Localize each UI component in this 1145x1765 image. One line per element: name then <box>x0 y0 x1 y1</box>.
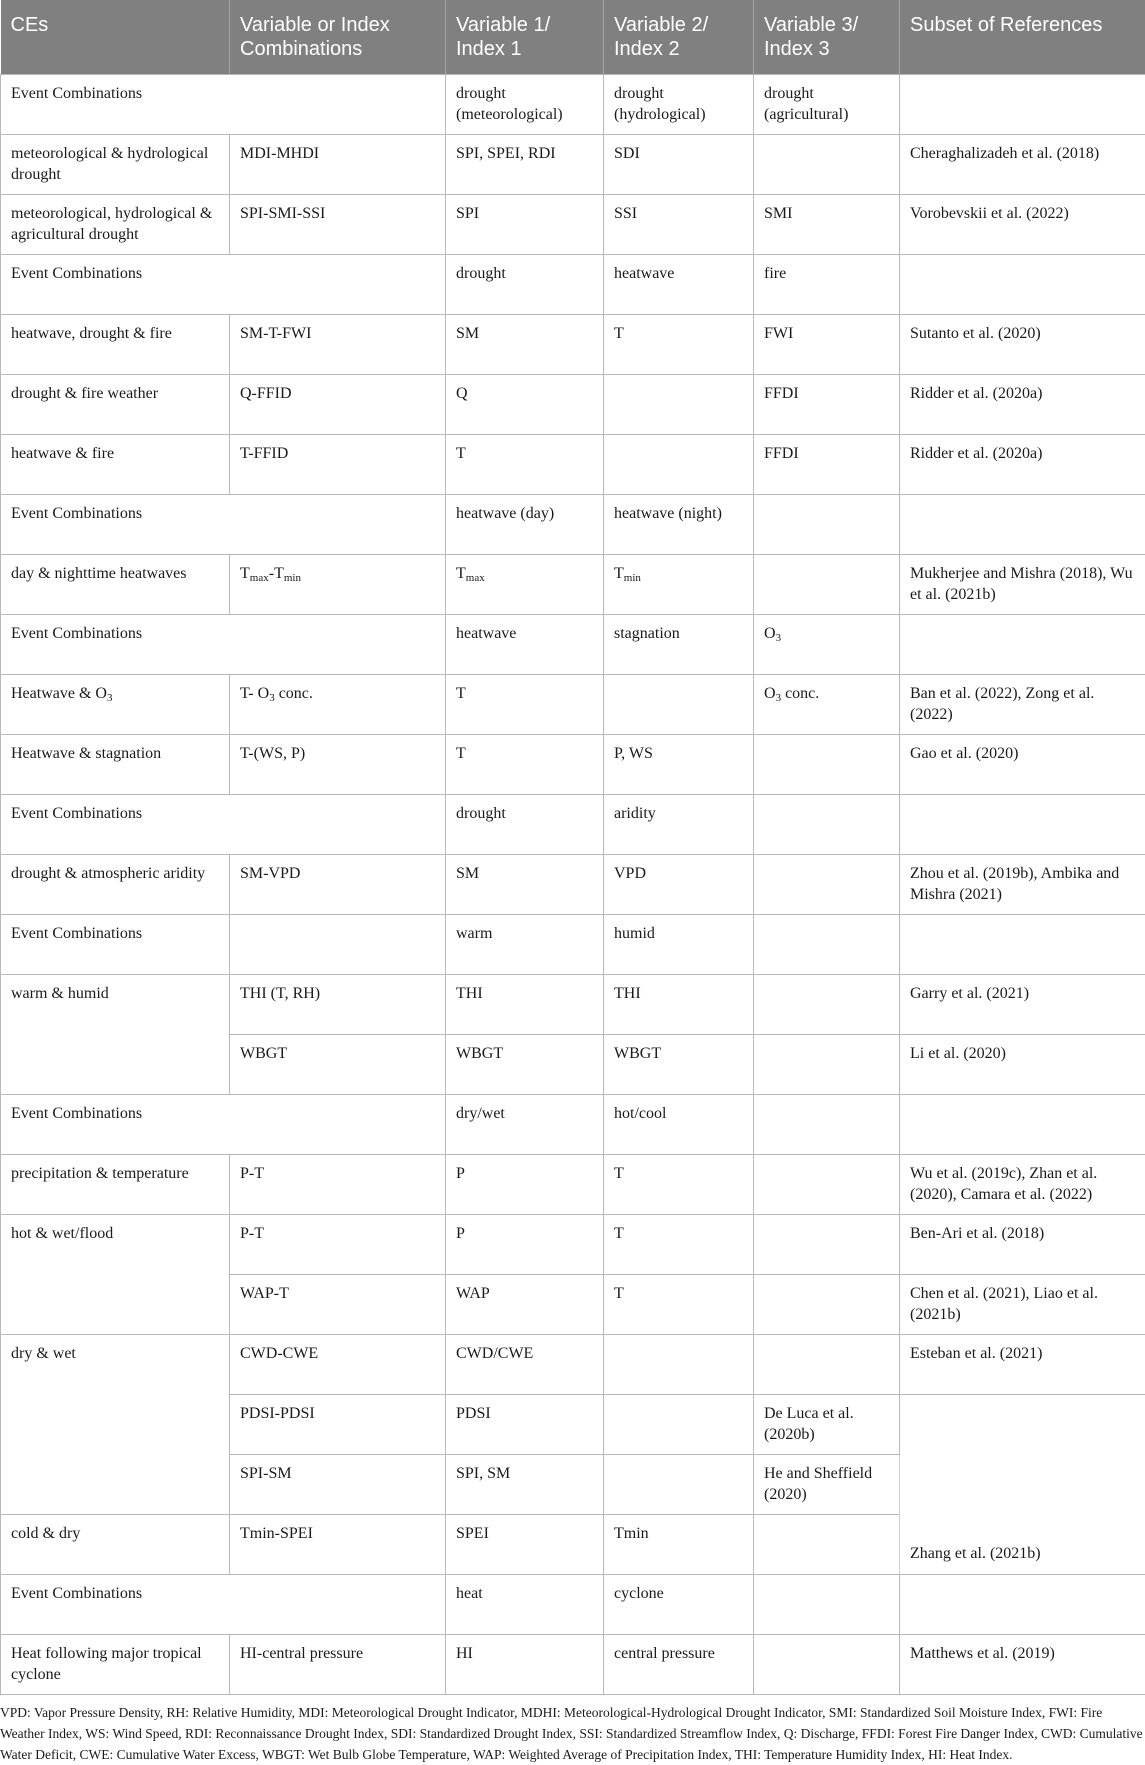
cell-v1: heatwave (day) <box>446 495 604 555</box>
cell-v2: T <box>604 1275 754 1335</box>
event-combinations-row <box>1 495 1145 555</box>
table-row <box>1 975 1145 1035</box>
cell-v1: SPI, SPEI, RDI <box>446 135 604 195</box>
cell-ref <box>900 615 1145 675</box>
cell-ref: Chen et al. (2021), Liao et al. (2021b) <box>900 1275 1145 1335</box>
cell-ref <box>900 1095 1145 1155</box>
cell-combo: P-T <box>230 1155 446 1215</box>
cell-v1: dry/wet <box>446 1095 604 1155</box>
header-variable-1: Variable 1/ Index 1 <box>446 0 604 75</box>
cell-v3 <box>754 1035 900 1095</box>
cell-ce: heatwave, drought & fire <box>1 315 230 375</box>
cell-v3: drought (agricultural) <box>754 75 900 135</box>
cell-ref: Ridder et al. (2020a) <box>900 375 1145 435</box>
cell-v2: stagnation <box>604 615 754 675</box>
cell-v1: T <box>446 435 604 495</box>
cell-v3 <box>754 975 900 1035</box>
cell-v2: hot/cool <box>604 1095 754 1155</box>
cell-v3 <box>754 1275 900 1335</box>
cell-v3 <box>754 915 900 975</box>
group-label: Event Combinations <box>1 1575 446 1635</box>
cell-v1: P <box>446 1155 604 1215</box>
cell-combo: T-(WS, P) <box>230 735 446 795</box>
cell-ce: drought & fire weather <box>1 375 230 435</box>
event-combinations-row <box>1 795 1145 855</box>
cell-v3: FFDI <box>754 435 900 495</box>
cell-ref: Li et al. (2020) <box>900 1035 1145 1095</box>
cell-ref: Wu et al. (2019c), Zhan et al. (2020), Camara et al. (2022) <box>900 1155 1145 1215</box>
table-row <box>1 315 1145 375</box>
cell-v1: SPEI <box>446 1515 604 1575</box>
cell-v2 <box>604 1395 754 1455</box>
cell-v3 <box>754 1155 900 1215</box>
table-row <box>1 855 1145 915</box>
cell-combo: Q-FFID <box>230 375 446 435</box>
cell-ref: Ban et al. (2022), Zong et al. (2022) <box>900 675 1145 735</box>
cell-combo: WBGT <box>230 1035 446 1095</box>
cell-ref: Garry et al. (2021) <box>900 975 1145 1035</box>
header-combinations: Variable or Index Combinations <box>230 0 446 75</box>
cell-ce: Heatwave & $O_3$ <box>1 675 230 735</box>
cell-combo: HI-central pressure <box>230 1635 446 1695</box>
cell-ref <box>900 795 1145 855</box>
cell-v1: WAP <box>446 1275 604 1335</box>
cell-v1: heatwave <box>446 615 604 675</box>
cell-v3 <box>754 1575 900 1635</box>
cell-v3 <box>754 1335 900 1395</box>
cell-v2 <box>604 375 754 435</box>
cell-v3 <box>754 1635 900 1695</box>
table-header <box>1 0 1145 75</box>
table-row <box>1 435 1145 495</box>
cell-v2: Tmin <box>604 1515 754 1575</box>
table-row <box>1 375 1145 435</box>
group-label: Event Combinations <box>1 1095 446 1155</box>
cell-v1: CWD/CWE <box>446 1335 604 1395</box>
cell-v2: $T_{min}$ <box>604 555 754 615</box>
cell-ce: drought & atmospheric aridity <box>1 855 230 915</box>
cell-v2 <box>604 435 754 495</box>
cell-v3 <box>754 495 900 555</box>
cell-combo: SM-T-FWI <box>230 315 446 375</box>
cell-v1: $T_{max}$ <box>446 555 604 615</box>
cell-combo: THI (T, RH) <box>230 975 446 1035</box>
cell-combo: P-T <box>230 1215 446 1275</box>
cell-v2: humid <box>604 915 754 975</box>
cell-ref <box>900 1575 1145 1635</box>
cell-v3 <box>754 1095 900 1155</box>
group-label: Event Combinations <box>1 75 446 135</box>
header-variable-3: Variable 3/ Index 3 <box>754 0 900 75</box>
cell-combo: SPI-SMI-SSI <box>230 195 446 255</box>
cell-ref: Ben-Ari et al. (2018) <box>900 1215 1145 1275</box>
cell-v1: SPI, SM <box>446 1455 604 1515</box>
cell-v2: THI <box>604 975 754 1035</box>
cell-v3 <box>754 555 900 615</box>
event-combinations-row <box>1 255 1145 315</box>
cell-v2 <box>604 675 754 735</box>
cell-v1: SM <box>446 315 604 375</box>
cell-v2 <box>604 1335 754 1395</box>
cell-v1: drought (meteorological) <box>446 75 604 135</box>
cell-ref: Mukherjee and Mishra (2018), Wu et al. (2021b) <box>900 555 1145 615</box>
cell-v3: $O_3$ <box>754 615 900 675</box>
cell-ce: dry & wet <box>1 1335 230 1515</box>
cell-ref <box>900 915 1145 975</box>
group-label: Event Combinations <box>1 255 446 315</box>
cell-v2: aridity <box>604 795 754 855</box>
cell-combo: $T_{max}-T_{min}$ <box>230 555 446 615</box>
cell-v3 <box>754 135 900 195</box>
cell-v2: cyclone <box>604 1575 754 1635</box>
cell-v3: SMI <box>754 195 900 255</box>
table-row <box>1 195 1145 255</box>
event-combinations-row <box>1 1095 1145 1155</box>
cell-v2: VPD <box>604 855 754 915</box>
cell-ce: day & nighttime heatwaves <box>1 555 230 615</box>
cell-ref: Cheraghalizadeh et al. (2018) <box>900 135 1145 195</box>
header-references: Subset of References <box>900 0 1145 75</box>
cell-combo: T- $O_3$ conc. <box>230 675 446 735</box>
cell-ref: Gao et al. (2020) <box>900 735 1145 795</box>
header-variable-2: Variable 2/ Index 2 <box>604 0 754 75</box>
cell-v3: He and Sheffield (2020) <box>754 1455 900 1515</box>
event-combinations-row <box>1 1575 1145 1635</box>
cell-v2: drought (hydrological) <box>604 75 754 135</box>
cell-combo: CWD-CWE <box>230 1335 446 1395</box>
cell-v1: Q <box>446 375 604 435</box>
cell-v2: SSI <box>604 195 754 255</box>
cell-ref: Matthews et al. (2019) <box>900 1635 1145 1695</box>
cell-combo: SM-VPD <box>230 855 446 915</box>
cell-ce: Heat following major tropical cyclone <box>1 1635 230 1695</box>
cell-ce: cold & dry <box>1 1515 230 1575</box>
cell-ref <box>900 495 1145 555</box>
table-row <box>1 675 1145 735</box>
cell-v1: PDSI <box>446 1395 604 1455</box>
cell-ref: Esteban et al. (2021) <box>900 1335 1145 1395</box>
cell-v3 <box>754 735 900 795</box>
cell-v1: heat <box>446 1575 604 1635</box>
cell-ce: Heatwave & stagnation <box>1 735 230 795</box>
cell-v1: warm <box>446 915 604 975</box>
cell-v2: T <box>604 315 754 375</box>
cell-ce: warm & humid <box>1 975 230 1095</box>
cell-v2 <box>604 1455 754 1515</box>
cell-v2: T <box>604 1215 754 1275</box>
cell-v2: P, WS <box>604 735 754 795</box>
cell-ce: hot & wet/flood <box>1 1215 230 1335</box>
cell-v1: WBGT <box>446 1035 604 1095</box>
cell-v3: $O_3$ conc. <box>754 675 900 735</box>
cell-combo: SPI-SM <box>230 1455 446 1515</box>
cell-v2: T <box>604 1155 754 1215</box>
cell-ref: Zhou et al. (2019b), Ambika and Mishra (2021) <box>900 855 1145 915</box>
cell-v1: THI <box>446 975 604 1035</box>
event-combinations-row <box>1 915 1145 975</box>
cell-v2: heatwave (night) <box>604 495 754 555</box>
cell-v2: central pressure <box>604 1635 754 1695</box>
cell-combo: Tmin-SPEI <box>230 1515 446 1575</box>
table-row <box>1 1155 1145 1215</box>
cell-v3: FFDI <box>754 375 900 435</box>
cell-v1: T <box>446 735 604 795</box>
cell-ref <box>900 75 1145 135</box>
cell-v1: drought <box>446 255 604 315</box>
cell-ce: meteorological, hydrological & agricultural drought <box>1 195 230 255</box>
cell-v3 <box>754 1215 900 1275</box>
event-combinations-row <box>1 615 1145 675</box>
cell-combo <box>230 915 446 975</box>
cell-v2: WBGT <box>604 1035 754 1095</box>
table-row <box>1 1635 1145 1695</box>
cell-v2: SDI <box>604 135 754 195</box>
table-row <box>1 1215 1145 1275</box>
group-label: Event Combinations <box>1 915 230 975</box>
group-label: Event Combinations <box>1 795 446 855</box>
table-footnote: VPD: Vapor Pressure Density, RH: Relative Humidity, MDI: Meteorological Drought Indicator, MDHI: Meteorological-Hydrological Drought Indicator, SMI: Standardized Soil Moisture Index, FWI: Fire Weather Index, WS: Wind Speed, RDI: Reconnaissance Drought Index, SDI: Standardized Drought Index, SSI: Standardized Streamflow Index, Q: Discharge, FFDI: Forest Fire Danger Index, CWD: Cumulative Water Deficit, CWE: Cumulative Water Excess, WBGT: Wet Bulb Globe Temperature, WAP: Weighted Average of Precipitation Index, THI: Temperature Humidity Index, HI: Heat Index. <box>0 1695 1145 1765</box>
cell-ce: precipitation & temperature <box>1 1155 230 1215</box>
cell-v2: heatwave <box>604 255 754 315</box>
cell-ref: Vorobevskii et al. (2022) <box>900 195 1145 255</box>
cell-v1: P <box>446 1215 604 1275</box>
cell-ref: Ridder et al. (2020a) <box>900 435 1145 495</box>
cell-v1: drought <box>446 795 604 855</box>
cell-combo: T-FFID <box>230 435 446 495</box>
cell-v1: SPI <box>446 195 604 255</box>
cell-v3 <box>754 795 900 855</box>
header-ces: CEs <box>1 0 230 75</box>
cell-v3 <box>754 855 900 915</box>
cell-ce: heatwave & fire <box>1 435 230 495</box>
table-row <box>1 135 1145 195</box>
cell-ref: Sutanto et al. (2020) <box>900 315 1145 375</box>
table-row <box>1 555 1145 615</box>
table-row <box>1 735 1145 795</box>
cell-ref: Zhang et al. (2021b) <box>900 1395 1145 1575</box>
cell-combo: MDI-MHDI <box>230 135 446 195</box>
group-label: Event Combinations <box>1 495 446 555</box>
cell-v3: fire <box>754 255 900 315</box>
cell-v3: FWI <box>754 315 900 375</box>
cell-v1: T <box>446 675 604 735</box>
cell-ce: meteorological & hydrological drought <box>1 135 230 195</box>
event-combinations-row <box>1 75 1145 135</box>
cell-v3: De Luca et al. (2020b) <box>754 1395 900 1455</box>
cell-combo: PDSI-PDSI <box>230 1395 446 1455</box>
cell-v3 <box>754 1515 900 1575</box>
cell-v1: HI <box>446 1635 604 1695</box>
cell-v1: SM <box>446 855 604 915</box>
cell-ref <box>900 255 1145 315</box>
group-label: Event Combinations <box>1 615 446 675</box>
table-row <box>1 1335 1145 1395</box>
cell-combo: WAP-T <box>230 1275 446 1335</box>
